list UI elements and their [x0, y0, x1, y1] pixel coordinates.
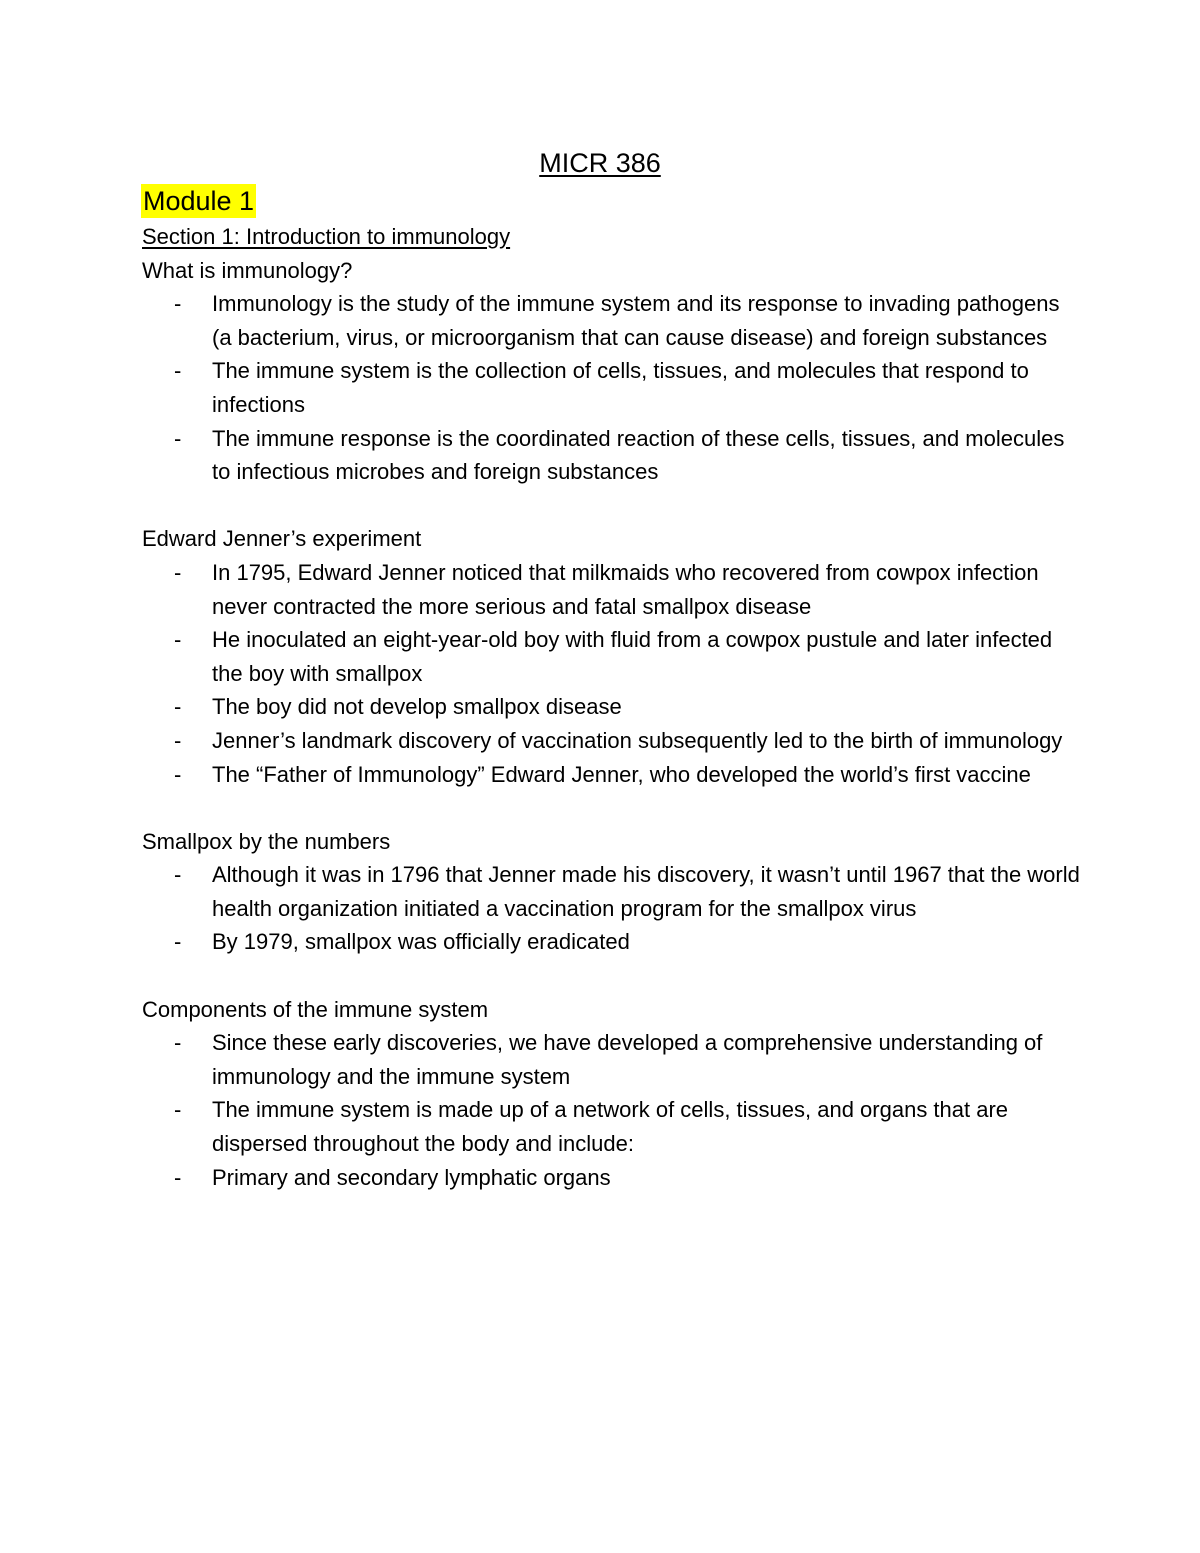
dash-bullet-icon: - [174, 627, 182, 653]
list-item [142, 1161, 1082, 1195]
dash-bullet-icon: - [174, 1030, 182, 1056]
course-title: MICR 386 [539, 148, 661, 178]
document-body [142, 220, 1082, 1194]
list-item [142, 724, 1082, 758]
bullet-list [142, 556, 1082, 791]
list-item-text: Immunology is the study of the immune system and its response to invading pathogens (a bacterium, virus, or microorganism that can cause disease) and foreign substances [212, 291, 1060, 350]
list-item-text: Jenner’s landmark discovery of vaccination subsequently led to the birth of immunology [212, 727, 1063, 753]
dash-bullet-icon: - [174, 727, 182, 753]
bullet-list [142, 858, 1082, 959]
list-item [142, 287, 1082, 354]
section-heading: Smallpox by the numbers [142, 828, 391, 854]
list-item-text: By 1979, smallpox was officially eradicated [212, 929, 630, 955]
list-item-text: Although it was in 1796 that Jenner made his discovery, it wasn’t until 1967 that the world health organization initiated a vaccination program for the smallpox virus [212, 862, 1080, 921]
dash-bullet-icon: - [174, 862, 182, 888]
dash-bullet-icon: - [174, 425, 182, 451]
list-item-text: Primary and secondary lymphatic organs [212, 1164, 611, 1190]
module-heading: Module 1 [143, 186, 255, 216]
list-item [142, 556, 1082, 623]
list-item [142, 690, 1082, 724]
list-item [142, 1093, 1082, 1160]
dash-bullet-icon: - [174, 358, 182, 384]
bullet-list [142, 1026, 1082, 1194]
dash-bullet-icon: - [174, 291, 182, 317]
dash-bullet-icon: - [174, 694, 182, 720]
section-smallpox-numbers [142, 825, 1082, 959]
list-item-text: In 1795, Edward Jenner noticed that milkmaids who recovered from cowpox infection never contracted the more serious and fatal smallpox disease [212, 559, 1039, 619]
dash-bullet-icon: - [174, 1097, 182, 1123]
list-item [142, 1026, 1082, 1093]
dash-bullet-icon: - [174, 1164, 182, 1190]
bullet-list [142, 287, 1082, 489]
list-item [142, 758, 1082, 792]
list-item [142, 354, 1082, 421]
section-what-is-immunology [142, 254, 1082, 489]
dash-bullet-icon: - [174, 761, 182, 787]
list-item-text: Since these early discoveries, we have developed a comprehensive understanding of immunology and the immune system [212, 1030, 1043, 1089]
list-item [142, 623, 1082, 690]
dash-bullet-icon: - [174, 929, 182, 955]
section-heading: Components of the immune system [142, 996, 489, 1022]
list-item-text: The immune system is the collection of cells, tissues, and molecules that respond to infections [212, 358, 1029, 417]
list-item [142, 858, 1082, 925]
list-item-text: The boy did not develop smallpox disease [212, 694, 622, 720]
dash-bullet-icon: - [174, 559, 182, 585]
list-item [142, 422, 1082, 489]
section-heading: Edward Jenner’s experiment [142, 526, 422, 552]
section-heading: What is immunology? [142, 257, 353, 283]
list-item-text: The immune response is the coordinated reaction of these cells, tissues, and molecules to infectious microbes and foreign substances [212, 425, 1065, 485]
section-immune-components [142, 993, 1082, 1195]
section-title: Section 1: Introduction to immunology [142, 224, 511, 249]
list-item [142, 925, 1082, 959]
list-item-text: The immune system is made up of a network of cells, tissues, and organs that are dispersed throughout the body and include: [212, 1097, 1009, 1157]
list-item-text: The “Father of Immunology” Edward Jenner, who developed the world’s first vaccine [212, 761, 1031, 787]
list-item-text: He inoculated an eight-year-old boy with fluid from a cowpox pustule and later infected the boy with smallpox [212, 627, 1053, 686]
section-edward-jenner [142, 522, 1082, 791]
